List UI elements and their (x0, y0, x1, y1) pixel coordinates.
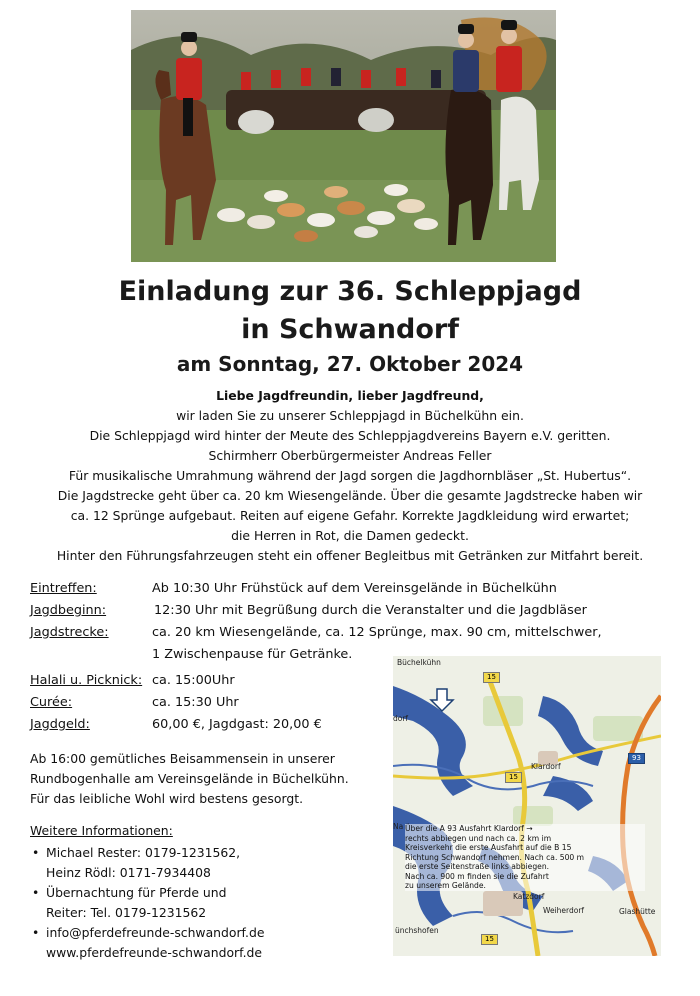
detail-value: ca. 15:30 Uhr (152, 695, 239, 710)
detail-value: 12:30 Uhr mit Begrüßung durch die Veranstalter und die Jagdbläser (154, 603, 587, 618)
map-label: Na (393, 822, 404, 831)
info-list (30, 843, 390, 963)
hunt-photo (131, 10, 556, 262)
after-line: Ab 16:00 gemütliches Beisammensein in unserer (30, 751, 335, 766)
detail-value: 60,00 €, Jagdgast: 20,00 € (152, 717, 322, 732)
detail-value: 1 Zwischenpause für Getränke. (152, 647, 353, 662)
after-hunt-text (30, 749, 390, 809)
map-directions (405, 824, 645, 891)
intro-line: Schirmherr Oberbürgermeister Andreas Feller (208, 448, 492, 463)
detail-label: Jagdbeginn: (30, 603, 107, 618)
direction-line: Richtung Schwandorf nehmen. Nach ca. 500 m (405, 852, 585, 862)
intro-line: wir laden Sie zu unserer Schleppjagd in Büchelkühn ein. (176, 408, 524, 423)
direction-line: zu unserem Gelände. (405, 881, 486, 890)
title-line-2: in Schwandorf (241, 314, 459, 345)
after-line: Rundbogenhalle am Vereinsgelände in Büchelkühn. (30, 771, 349, 786)
direction-line: rechts abbiegen und nach ca. 2 km im (405, 833, 552, 843)
direction-line: Über die A 93 Ausfahrt Klardorf → (405, 824, 533, 833)
info-heading: Weitere Informationen: (30, 823, 173, 838)
direction-line: Kreisverkehr die erste Ausfahrt auf die B 15 (405, 843, 572, 852)
hunt-scene-illustration (131, 10, 556, 262)
greeting: Liebe Jagdfreundin, lieber Jagdfreund, (216, 388, 484, 403)
further-info (30, 821, 390, 963)
detail-label: Jagdstrecke: (30, 625, 109, 640)
title-line-1: Einladung zur 36. Schleppjagd (118, 276, 582, 307)
list-item: • Übernachtung für Pferde und (30, 883, 390, 903)
direction-line: die erste Seitenstraße links abbiegen. (405, 862, 550, 871)
autobahn-badge: 93 (628, 753, 645, 764)
map-label: dorf (393, 714, 409, 723)
road-badge: 15 (505, 772, 522, 783)
direction-line: Nach ca. 900 m finden sie die Zufahrt (405, 871, 549, 881)
list-item: Reiter: Tel. 0179-1231562 (46, 905, 207, 920)
intro-text (0, 386, 700, 566)
date-line: am Sonntag, 27. Oktober 2024 (176, 352, 524, 376)
map-label: Weiherdorf (543, 906, 585, 915)
detail-value: ca. 20 km Wiesengelände, ca. 12 Sprünge, max. 90 cm, mittelschwer, (152, 625, 602, 640)
intro-line: Für musikalische Umrahmung während der Jagd sorgen die Jagdhornbläser „St. Hubertus“. (68, 468, 632, 483)
detail-label: Eintreffen: (30, 581, 97, 596)
map-label: Glashütte (619, 907, 656, 916)
detail-label: Jagdgeld: (30, 717, 90, 732)
intro-line: Hinter den Führungsfahrzeugen steht ein offener Begleitbus mit Getränken zur Mitfahrt bereit. (56, 548, 644, 563)
website-link[interactable]: www.pferdefreunde-schwandorf.de (46, 945, 263, 960)
map-label: Katzdorf (513, 892, 545, 901)
intro-line: Die Jagdstrecke geht über ca. 20 km Wiesengelände. Über die gesamte Jagdstrecke haben wir (57, 488, 643, 503)
list-item: Heinz Rödl: 0171-7934408 (46, 865, 211, 880)
email-link[interactable]: • info@pferdefreunde-schwandorf.de (30, 923, 390, 943)
detail-jagdbeginn (30, 600, 630, 622)
location-map (393, 656, 661, 956)
detail-value: Ab 10:30 Uhr Frühstück auf dem Vereinsgelände in Büchelkühn (152, 581, 557, 596)
detail-label: Curée: (30, 695, 73, 710)
detail-eintreffen (30, 578, 630, 600)
road-badge: 15 (481, 934, 498, 945)
list-item: • Michael Rester: 0179-1231562, (30, 843, 390, 863)
intro-line: Die Schleppjagd wird hinter der Meute des Schleppjagdvereins Bayern e.V. geritten. (89, 428, 611, 443)
detail-jagdstrecke (30, 622, 630, 644)
map-label: Klardorf (531, 762, 561, 771)
detail-value: ca. 15:00Uhr (152, 673, 235, 688)
detail-label: Halali u. Picknick: (30, 673, 143, 688)
intro-line: ca. 12 Sprünge aufgebaut. Reiten auf eigene Gefahr. Korrekte Jagdkleidung wird erwartet; (70, 508, 630, 523)
after-line: Für das leibliche Wohl wird bestens gesorgt. (30, 791, 304, 806)
map-label: Büchelkühn (397, 658, 441, 667)
map-label: ünchshofen (395, 926, 439, 935)
intro-line: die Herren in Rot, die Damen gedeckt. (231, 528, 469, 543)
road-badge: 15 (483, 672, 500, 683)
